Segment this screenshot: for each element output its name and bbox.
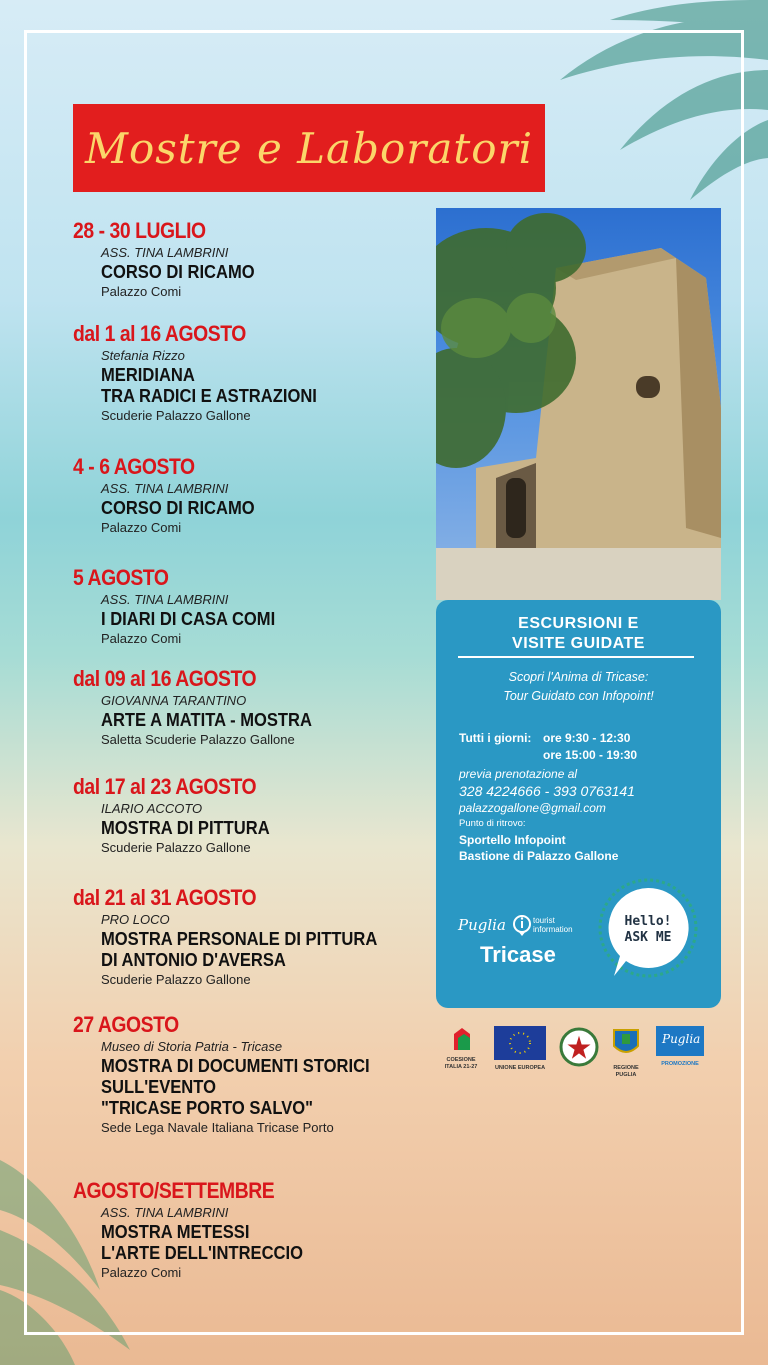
event-organizer: ASS. TINA LAMBRINI — [101, 1205, 229, 1220]
event-organizer: GIOVANNA TARANTINO — [101, 693, 247, 708]
event-title: "TRICASE PORTO SALVO" — [101, 1098, 314, 1118]
event-title: L'ARTE DELL'INTRECCIO — [101, 1243, 303, 1263]
phone-numbers[interactable]: 328 4224666 - 393 0763141 — [459, 783, 635, 799]
email-link[interactable]: palazzogallone@gmail.com — [459, 801, 606, 815]
event-date: dal 09 al 16 AGOSTO — [73, 666, 257, 691]
event-place: Palazzo Comi — [101, 284, 182, 299]
card-title: ESCURSIONI E VISITE GUIDATE — [512, 615, 645, 652]
event-organizer: ASS. TINA LAMBRINI — [101, 481, 229, 496]
coesione-italia-logo: COESIONE ITALIA 21-27 — [440, 1026, 482, 1071]
event-organizer: ASS. TINA LAMBRINI — [101, 592, 229, 607]
event-title: MOSTRA DI DOCUMENTI STORICI — [101, 1056, 370, 1076]
event-date: 4 - 6 AGOSTO — [73, 454, 195, 479]
event-title: MOSTRA PERSONALE DI PITTURA — [101, 929, 378, 949]
event-date: 5 AGOSTO — [73, 565, 169, 590]
event-item — [73, 666, 433, 749]
event-date: dal 1 al 16 AGOSTO — [73, 321, 246, 346]
event-place: Palazzo Comi — [101, 520, 182, 535]
tour-info-card — [436, 600, 721, 1008]
card-divider — [458, 656, 694, 658]
event-title: MOSTRA DI PITTURA — [101, 818, 270, 838]
event-title: TRA RADICI E ASTRAZIONI — [101, 386, 317, 406]
card-intro: Scopri l'Anima di Tricase: Tour Guidato con Infopoint! — [503, 670, 654, 703]
event-title: CORSO DI RICAMO — [101, 262, 255, 282]
meeting-point: Sportello Infopoint Bastione di Palazzo Gallone — [459, 833, 619, 863]
event-place: Saletta Scuderie Palazzo Gallone — [101, 732, 295, 747]
event-item — [73, 774, 433, 857]
event-organizer: ASS. TINA LAMBRINI — [101, 245, 229, 260]
eu-flag-logo: UNIONE EUROPEA — [494, 1026, 546, 1072]
event-organizer: PRO LOCO — [101, 912, 170, 927]
event-title: MOSTRA METESSI — [101, 1222, 250, 1242]
event-place: Palazzo Comi — [101, 1265, 182, 1280]
regione-puglia-logo: REGIONE PUGLIA — [608, 1026, 644, 1079]
event-item — [73, 885, 433, 989]
title-banner — [73, 104, 545, 192]
event-date: dal 21 al 31 AGOSTO — [73, 885, 257, 910]
event-organizer: ILARIO ACCOTO — [101, 801, 203, 816]
event-organizer: Museo di Storia Patria - Tricase — [101, 1039, 283, 1054]
event-item — [73, 1012, 433, 1137]
event-place: Scuderie Palazzo Gallone — [101, 972, 251, 987]
event-title: MERIDIANA — [101, 365, 195, 385]
event-date: 27 AGOSTO — [73, 1012, 179, 1037]
event-date: AGOSTO/SETTEMBRE — [73, 1178, 275, 1203]
hello-ask-me-badge: Hello! ASK ME — [598, 878, 708, 988]
event-place: Palazzo Comi — [101, 631, 182, 646]
italian-republic-emblem — [558, 1026, 600, 1075]
event-title: ARTE A MATITA - MOSTRA — [101, 710, 312, 730]
event-item — [73, 454, 433, 537]
puglia-promozione-logo: Puglia PROMOZIONE — [656, 1026, 704, 1068]
event-place: Scuderie Palazzo Gallone — [101, 408, 251, 423]
event-item — [73, 565, 433, 648]
event-place: Sede Lega Navale Italiana Tricase Porto — [101, 1120, 334, 1135]
event-date: dal 17 al 23 AGOSTO — [73, 774, 257, 799]
event-item — [73, 321, 433, 425]
event-title: I DIARI DI CASA COMI — [101, 609, 276, 629]
opening-hours: Tutti i giorni: ore 9:30 - 12:30 ore 15:00 - 19:30 — [459, 731, 638, 762]
event-item — [73, 218, 433, 301]
event-organizer: Stefania Rizzo — [101, 348, 185, 363]
meeting-point-label: Punto di ritrovo: — [459, 818, 526, 829]
event-title: SULL'EVENTO — [101, 1077, 216, 1097]
event-title: CORSO DI RICAMO — [101, 498, 255, 518]
event-title: DI ANTONIO D'AVERSA — [101, 950, 286, 970]
tower-photo — [436, 208, 721, 600]
booking-info: previa prenotazione al 328 4224666 - 393 0763141 palazzogallone@gmail.com — [459, 766, 709, 817]
event-date: 28 - 30 LUGLIO — [73, 218, 206, 243]
event-place: Scuderie Palazzo Gallone — [101, 840, 251, 855]
info-pin-icon — [512, 914, 532, 936]
event-item — [73, 1178, 433, 1282]
page-title: Mostre e Laboratori — [84, 123, 534, 173]
sponsor-logos — [440, 1026, 710, 1082]
puglia-tourist-info-logo: Puglia tourist information Tricase — [458, 916, 573, 967]
